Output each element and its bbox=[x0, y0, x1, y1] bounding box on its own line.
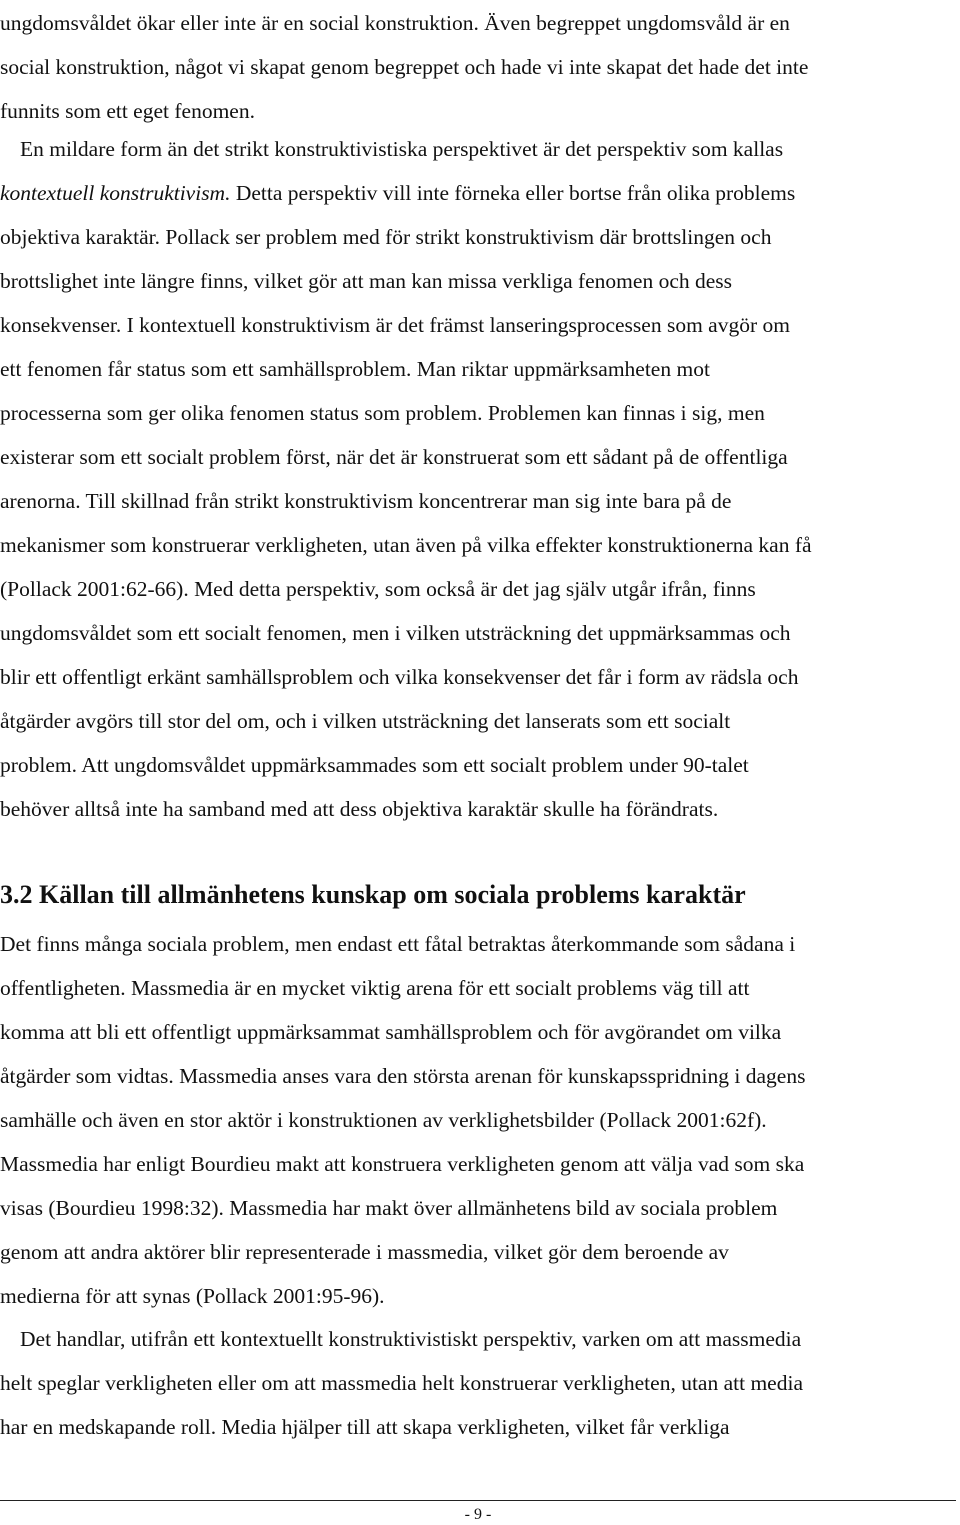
text-line: ett fenomen får status som ett samhällsproblem. Man riktar uppmärksamheten mot bbox=[0, 357, 710, 381]
text-line: visas (Bourdieu 1998:32). Massmedia har makt över allmänhetens bild av sociala problem bbox=[0, 1196, 778, 1220]
text-line: har en medskapande roll. Media hjälper till att skapa verkligheten, vilket får verkliga bbox=[0, 1415, 730, 1439]
text-line: arenorna. Till skillnad från strikt konstruktivism koncentrerar man sig inte bara på de bbox=[0, 489, 732, 513]
text-line: social konstruktion, något vi skapat genom begreppet och hade vi inte skapat det hade det inte bbox=[0, 55, 809, 79]
text-line: processerna som ger olika fenomen status som problem. Problemen kan finnas i sig, men bbox=[0, 401, 765, 425]
text-line: ungdomsvåldet som ett socialt fenomen, men i vilken utsträckning det uppmärksammas och bbox=[0, 621, 791, 645]
text-line: blir ett offentligt erkänt samhällsproblem och vilka konsekvenser det får i form av rädsla och bbox=[0, 665, 799, 689]
text-line: behöver alltså inte ha samband med att dess objektiva karaktär skulle ha förändrats. bbox=[0, 797, 719, 821]
page-number: - 9 - bbox=[464, 1506, 492, 1523]
paragraph-continuation bbox=[0, 1, 960, 133]
text-line: objektiva karaktär. Pollack ser problem med för strikt konstruktivism där brottslingen och bbox=[0, 225, 772, 249]
text-line: mekanismer som konstruerar verkligheten, utan även på vilka effekter konstruktionerna kan få bbox=[0, 533, 812, 557]
text-line: existerar som ett socialt problem först, när det är konstruerat som ett sådant på de offentliga bbox=[0, 445, 788, 469]
text-line bbox=[0, 171, 960, 215]
text-span: Detta perspektiv vill inte förneka eller bortse från olika problems bbox=[230, 181, 796, 205]
text-line: åtgärder avgörs till stor del om, och i vilken utsträckning det lanserats som ett socialt bbox=[0, 709, 731, 733]
italic-term: kontextuell konstruktivism. bbox=[0, 181, 231, 205]
text-line: offentligheten. Massmedia är en mycket viktig arena för ett socialt problems väg till att bbox=[0, 976, 750, 1000]
text-line: Massmedia har enligt Bourdieu makt att konstruera verkligheten genom att välja vad som ska bbox=[0, 1152, 805, 1176]
text-line: funnits som ett eget fenomen. bbox=[0, 99, 255, 123]
text-line: helt speglar verkligheten eller om att massmedia helt konstruerar verkligheten, utan att media bbox=[0, 1371, 803, 1395]
paragraph-massmedia bbox=[0, 922, 960, 1318]
text-line: brottslighet inte längre finns, vilket gör att man kan missa verkliga fenomen och dess bbox=[0, 269, 733, 293]
text-line: Det finns många sociala problem, men endast ett fåtal betraktas återkommande som sådana i bbox=[0, 932, 796, 956]
section-heading: 3.2 Källan till allmänhetens kunskap om sociala problems karaktär bbox=[0, 880, 746, 909]
text-line: medierna för att synas (Pollack 2001:95-96). bbox=[0, 1284, 385, 1308]
text-line: åtgärder som vidtas. Massmedia anses vara den största arenan för kunskapsspridning i dagens bbox=[0, 1064, 806, 1088]
paragraph-contextual-constructivism bbox=[0, 127, 960, 831]
text-line: konsekvenser. I kontextuell konstruktivism är det främst lanseringsprocessen som avgör om bbox=[0, 313, 790, 337]
text-line: En mildare form än det strikt konstruktivistiska perspektivet är det perspektiv som kallas bbox=[20, 137, 784, 161]
text-line: problem. Att ungdomsvåldet uppmärksammades som ett socialt problem under 90-talet bbox=[0, 753, 749, 777]
footer-divider bbox=[0, 1500, 956, 1501]
text-line: Det handlar, utifrån ett kontextuellt konstruktivistiskt perspektiv, varken om att massmedia bbox=[20, 1327, 802, 1351]
text-line: komma att bli ett offentligt uppmärksammat samhällsproblem och för avgörandet om vilka bbox=[0, 1020, 782, 1044]
text-line: samhälle och även en stor aktör i konstruktionen av verklighetsbilder (Pollack 2001:62f). bbox=[0, 1108, 767, 1132]
text-line: (Pollack 2001:62-66). Med detta perspektiv, som också är det jag själv utgår ifrån, finns bbox=[0, 577, 756, 601]
text-line: ungdomsvåldet ökar eller inte är en social konstruktion. Även begreppet ungdomsvåld är en bbox=[0, 11, 790, 35]
text-line: genom att andra aktörer blir representerade i massmedia, vilket gör dem beroende av bbox=[0, 1240, 729, 1264]
paragraph-media-role bbox=[0, 1317, 960, 1449]
